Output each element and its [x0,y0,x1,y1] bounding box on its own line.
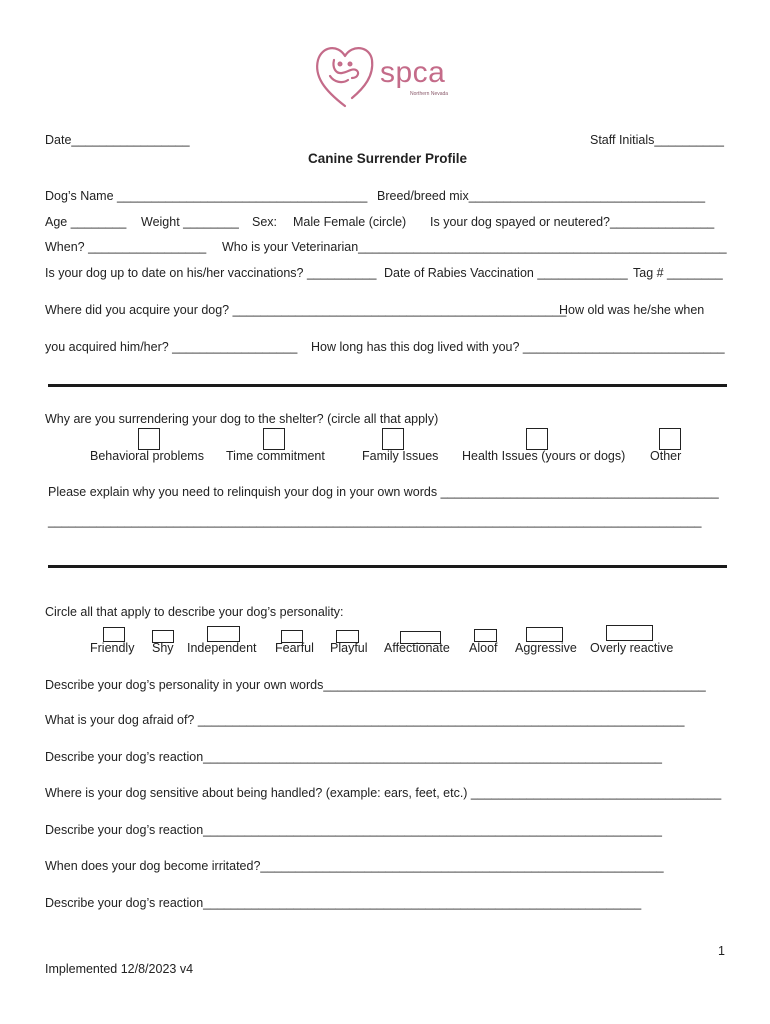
option-affectionate[interactable]: Affectionate [384,641,450,655]
sensitive-handling-field[interactable]: Where is your dog sensitive about being handled? (example: ears, feet, etc.) ____________________________________ [45,786,722,800]
logo-subtext: Northern Nevada [410,91,449,97]
acquire-field[interactable]: Where did you acquire your dog? ________________________________________________ [45,303,567,317]
page-number: 1 [718,944,725,958]
tag-field[interactable]: Tag # ________ [633,266,723,280]
option-overly-reactive[interactable]: Overly reactive [590,641,674,655]
age-field[interactable]: Age ________ [45,215,127,229]
option-friendly[interactable]: Friendly [90,641,135,655]
checkbox-time[interactable] [263,428,285,450]
acquired-age-field[interactable]: you acquired him/her? __________________ [45,340,298,354]
explain-field-line2[interactable]: ______________________________________________________________________________________________ [48,514,702,528]
sex-options[interactable]: Male Female (circle) [293,215,407,229]
checkbox-family[interactable] [382,428,404,450]
surrender-question: Why are you surrendering your dog to the shelter? (circle all that apply) [45,412,439,426]
veterinarian-field[interactable]: Who is your Veterinarian_____________________________________________________ [222,240,727,254]
section-divider-2 [48,565,727,568]
spayed-field[interactable]: Is your dog spayed or neutered?_______________ [430,215,715,229]
reaction-field-1[interactable]: Describe your dog’s reaction__________________________________________________________________ [45,750,663,764]
reaction-field-3[interactable]: Describe your dog’s reaction_______________________________________________________________ [45,896,642,910]
checkbox-behavioral[interactable] [138,428,160,450]
staff-initials-field[interactable]: Staff Initials__________ [590,133,724,147]
option-independent[interactable]: Independent [187,641,257,655]
section-divider [48,384,727,387]
vaccinations-field[interactable]: Is your dog up to date on his/her vaccinations? __________ [45,266,377,280]
logo-text: spca [380,56,446,89]
explain-field[interactable]: Please explain why you need to relinquish your dog in your own words ________________________________________ [48,485,719,499]
implemented-note: Implemented 12/8/2023 v4 [45,962,194,976]
option-aloof[interactable]: Aloof [469,641,498,655]
personality-question: Circle all that apply to describe your dog’s personality: [45,605,344,619]
weight-field[interactable]: Weight ________ [141,215,239,229]
option-playful[interactable]: Playful [330,641,368,655]
date-field[interactable]: Date_________________ [45,133,190,147]
rabies-date-field[interactable]: Date of Rabies Vaccination _____________ [384,266,628,280]
describe-personality-field[interactable]: Describe your dog’s personality in your own words_______________________________________________________ [45,678,706,692]
sex-label: Sex: [252,215,278,229]
option-family[interactable]: Family Issues [362,449,439,463]
checkbox-overly-reactive[interactable] [606,625,653,641]
page-title: Canine Surrender Profile [308,151,468,166]
checkbox-friendly[interactable] [103,627,125,642]
how-long-field[interactable]: How long has this dog lived with you? _____________________________ [311,340,725,354]
breed-field[interactable]: Breed/breed mix__________________________________ [377,189,706,203]
how-old-label: How old was he/she when [559,303,705,317]
checkbox-aggressive[interactable] [526,627,563,642]
option-behavioral[interactable]: Behavioral problems [90,449,204,463]
checkbox-independent[interactable] [207,626,240,642]
option-time[interactable]: Time commitment [226,449,325,463]
dog-name-field[interactable]: Dog’s Name ____________________________________ [45,189,368,203]
option-aggressive[interactable]: Aggressive [515,641,577,655]
reaction-field-2[interactable]: Describe your dog’s reaction__________________________________________________________________ [45,823,663,837]
option-health[interactable]: Health Issues (yours or dogs) [462,449,626,463]
option-shy[interactable]: Shy [152,641,174,655]
afraid-of-field[interactable]: What is your dog afraid of? ______________________________________________________________________ [45,713,685,727]
when-field[interactable]: When? _________________ [45,240,207,254]
option-fearful[interactable]: Fearful [275,641,314,655]
irritated-field[interactable]: When does your dog become irritated?__________________________________________________________ [45,859,664,873]
checkbox-other[interactable] [659,428,681,450]
checkbox-health[interactable] [526,428,548,450]
option-other[interactable]: Other [650,449,682,463]
